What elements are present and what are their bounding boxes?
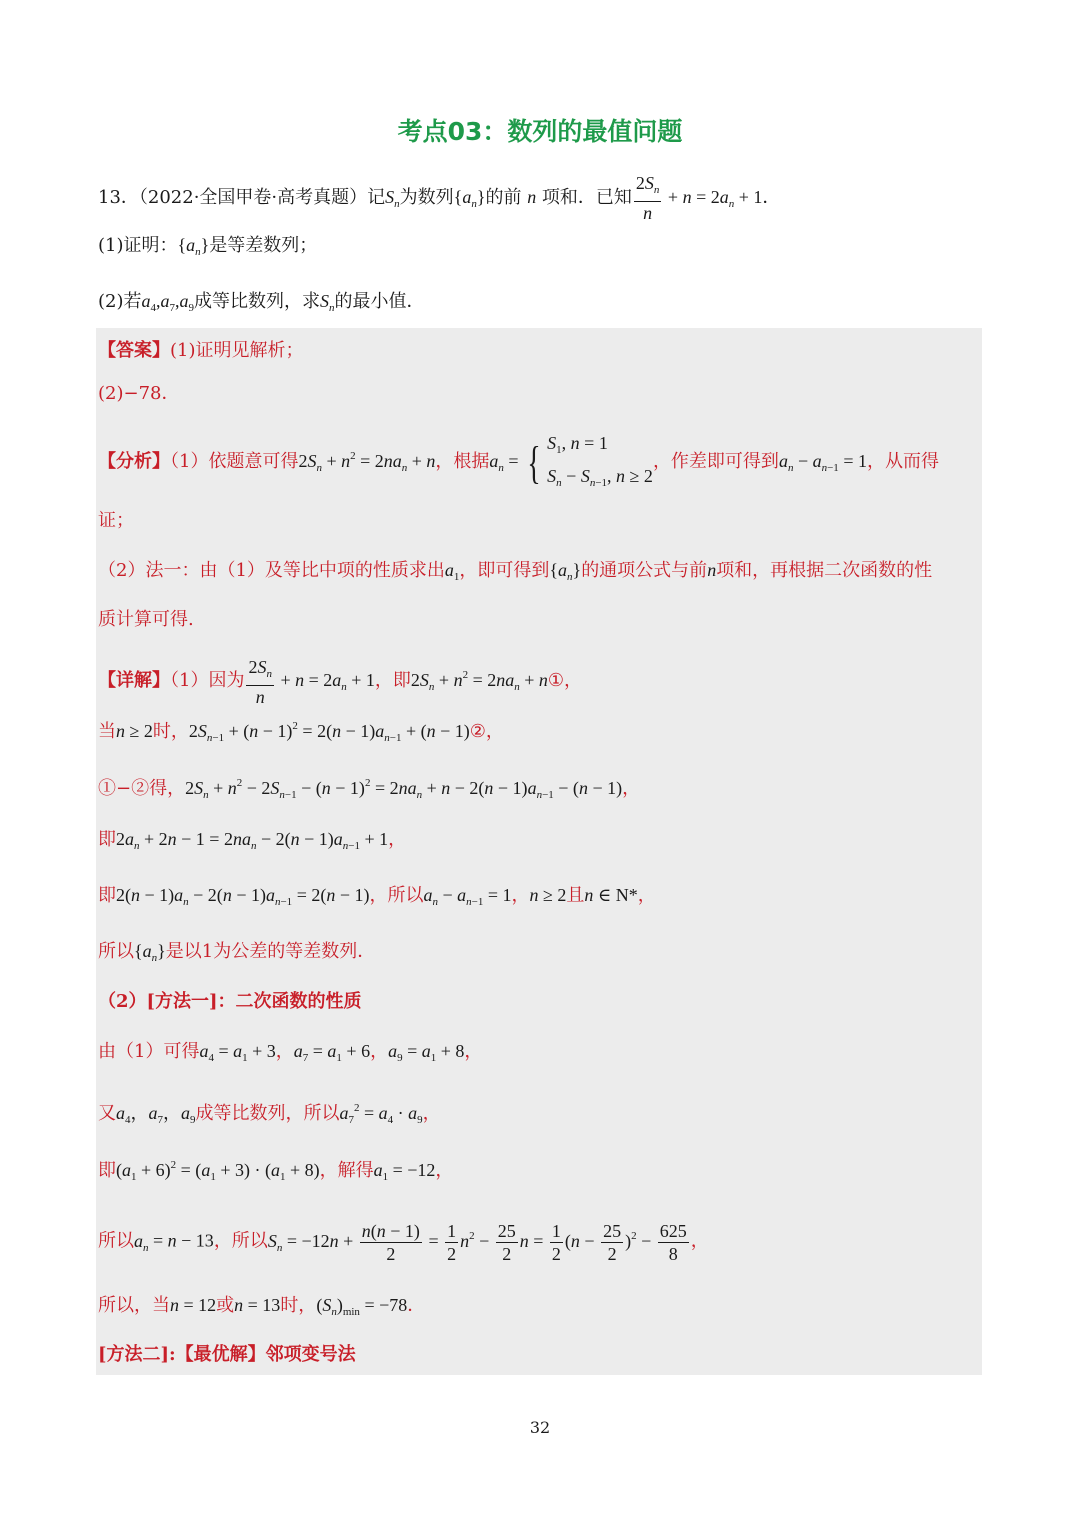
question-stem: 13．（2022·全国甲卷·高考真题）记$S_n$为数列$\{a_n\}$的前 n 项和．已知 $\frac{2S_n}{n}$ + $n = 2a_n + 1$．: [98, 173, 781, 223]
answer-label: 【答案】: [98, 340, 170, 361]
analysis-label: 【分析】: [98, 451, 170, 473]
question-text: 为数列: [399, 187, 454, 208]
analysis-text: （1）依题意可得: [170, 451, 299, 473]
answer-line-1: [98, 338, 304, 364]
method-1-heading: （2）[方法一]：二次函数的性质: [98, 991, 362, 1012]
analysis-text: ，根据: [435, 451, 490, 473]
question-text: 是等差数列；: [209, 235, 318, 256]
page-title: 考点03：数列的最值问题: [397, 117, 683, 146]
detail-text: 即: [98, 829, 116, 850]
detail-text: 由（1）可得: [98, 1041, 200, 1062]
detail-text: ，解得: [319, 1160, 374, 1181]
analysis-line-3: （2）法一：由（1）及等比中项的性质求出$a_1$，即可得到$\{a_n\}$的通项公式与前n项和，再根据二次函数的性: [98, 560, 933, 583]
detail-label: 【详解】: [98, 670, 170, 692]
detail-line-1: 【详解】（1）因为 $\frac{2S_n}{n}$ + $n = 2a_n + 1$，即$2S_n + n^2 = 2na_n$ + n①，: [98, 657, 583, 707]
question-text: 项和．已知: [541, 187, 632, 208]
question-text: (2)若: [98, 291, 142, 312]
detail-text: 时，: [152, 721, 189, 742]
detail-text: ，即: [374, 670, 411, 692]
analysis-text: 的通项公式与前: [581, 560, 708, 581]
question-text: (1)证明：: [98, 235, 178, 256]
detail-text: 所以: [98, 1230, 134, 1252]
detail-text: 是以1为公差的等差数列．: [165, 941, 376, 962]
detail-text: 即: [98, 885, 116, 906]
detail-line-6: 所以$\{a_n\}$是以1为公差的等差数列．: [98, 941, 376, 964]
analysis-line-1: 【分析】（1）依题意可得$2S_n + n^2 = 2na_n + n$，根据$a_n$ = { $S_1$, n = 1 $S_n - S_{n-1}$, n ≥ 2 ，作差即可得到$a_n - a_{n-1} = 1$，从而得: [98, 433, 939, 489]
method-1-line-2: 又$a_4$，$a_7$，$a_9$成等比数列，所以$a_7^2 = a_4 \cdot a_9$，: [98, 1102, 441, 1126]
detail-text: 即: [98, 1160, 116, 1181]
detail-text: 成等比数列，所以: [195, 1103, 340, 1124]
detail-line-2: 当n ≥ 2时，$2S_{n-1} + (n - 1)^2 = 2(n - 1)a_{n-1} + (n$ − 1)②，: [98, 720, 504, 744]
detail-text: 或: [216, 1295, 235, 1316]
detail-text: 且: [566, 885, 585, 906]
detail-line-3: ①−②得，$2S_n + n^2 - 2S_{n-1} - (n - 1)^2 = 2na_n + n - 2(n - 1)a_{n-1} - (n - 1)$，: [98, 777, 641, 801]
method-1-line-5: 所以，当n = 12或n = 13时，$(S_n)_{min} = -78$．: [98, 1295, 426, 1318]
question-number: 13．: [98, 187, 139, 208]
detail-text: 又: [98, 1103, 116, 1124]
method-2-heading: [方法二]:【最优解】邻项变号法: [98, 1344, 356, 1365]
analysis-text: 证；: [98, 510, 134, 531]
analysis-text: ，作差即可得到: [652, 451, 779, 473]
question-part-2: (2)若$a_4,a_7,a_9$成等比数列，求$S_n$的最小值．: [98, 291, 425, 314]
detail-line-4: 即$2a_n + 2n - 1 = 2na_n - 2(n - 1)a_{n-1} + 1$，: [98, 829, 407, 852]
detail-text: 所以，当: [98, 1295, 170, 1316]
detail-text: ，所以: [369, 885, 424, 906]
detail-text: ①−②得，: [98, 778, 186, 799]
question-part-1: (1)证明：$\{a_n\}$是等差数列；: [98, 235, 318, 258]
answer-text: (2)−78．: [98, 383, 180, 404]
analysis-line-2: [98, 508, 134, 534]
detail-text: （1）因为: [170, 670, 245, 692]
detail-text: ，所以: [213, 1230, 268, 1252]
analysis-text: （2）法一：由（1）及等比中项的性质求出: [98, 560, 445, 581]
analysis-text: 项和，再根据二次函数的性: [716, 560, 933, 581]
analysis-text: ，从而得: [866, 451, 939, 473]
detail-line-5: 即$2(n - 1)a_n - 2(n - 1)a_{n-1} = 2(n - 1)$，所以$a_n - a_{n-1} = 1$，n ≥ 2且n ∈ N*，: [98, 885, 656, 908]
analysis-text: ，即可得到: [459, 560, 550, 581]
analysis-line-4: [98, 607, 194, 633]
fraction: $\frac{2S_n}{n}$: [635, 173, 660, 223]
answer-text: (1)证明见解析；: [170, 340, 304, 361]
method-1-line-4: 所以$a_n = n - 13$，所以$S_n = -12n$ + $\frac{n(n - 1)}{2}$ = $\frac{1}{2}$ $n^2$ − $\frac{25}{2}$ n = $\frac{1}{2}$ (n − $\frac{25}{2}$ )$^2$ − $\frac{625}{8}$ ，: [98, 1221, 709, 1264]
question-text: 的前: [485, 187, 522, 208]
method-1-line-1: 由（1）可得$a_4 = a_1 + 3$，$a_7 = a_1 + 6$，$a_9 = a_1 + 8$，: [98, 1041, 483, 1064]
detail-text: 所以: [98, 941, 134, 962]
detail-text: 时，: [280, 1295, 317, 1316]
question-text: 成等比数列，求: [194, 291, 320, 312]
question-text: 的最小值．: [334, 291, 425, 312]
analysis-text: 质计算可得.: [98, 609, 194, 630]
question-text: 记: [367, 187, 386, 208]
page-number: 32: [529, 1418, 551, 1437]
detail-text: 当: [98, 721, 116, 742]
question-source: （2022·全国甲卷·高考真题）: [138, 187, 368, 208]
answer-line-2: [98, 381, 179, 407]
method-1-line-3: 即$(a_1 + 6)^2 = (a_1 + 3) \cdot (a_1 + 8)$，解得$a_1 = -12$，: [98, 1159, 454, 1183]
